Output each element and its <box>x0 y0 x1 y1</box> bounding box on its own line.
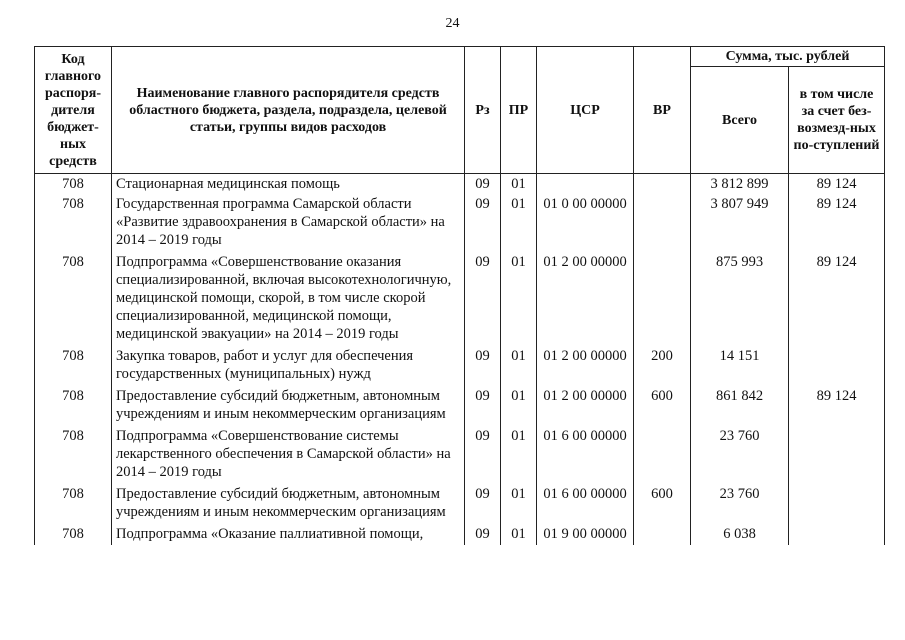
cell-total: 861 842 <box>691 385 789 425</box>
cell-csr: 01 6 00 00000 <box>537 483 634 523</box>
header-csr: ЦСР <box>537 47 634 174</box>
cell-incl <box>789 425 885 483</box>
cell-csr: 01 2 00 00000 <box>537 345 634 385</box>
header-sum-group: Сумма, тыс. рублей <box>691 47 885 67</box>
cell-name: Подпрограмма «Совершенствование системы лекарственного обеспечения в Самарской области» на 2014 – 2019 годы <box>112 425 465 483</box>
cell-csr: 01 6 00 00000 <box>537 425 634 483</box>
cell-incl <box>789 345 885 385</box>
cell-csr: 01 2 00 00000 <box>537 251 634 345</box>
cell-name: Подпрограмма «Оказание паллиативной помощи, <box>112 523 465 545</box>
table-row <box>35 251 885 345</box>
cell-rz: 09 <box>465 345 501 385</box>
cell-name: Подпрограмма «Совершенствование оказания специализированной, включая высокотехнологичную, медицинской помощи, скорой, в том числе скорой специализированной, медицинской помощи, медицинской эвакуации» на 2014 – 2019 годы <box>112 251 465 345</box>
header-code: Код главного распоря-дителя бюджет-ных средств <box>35 47 112 174</box>
header-name: Наименование главного распорядителя средств областного бюджета, раздела, подраздела, целевой статьи, группы видов расходов <box>112 47 465 174</box>
cell-pr: 01 <box>501 174 537 194</box>
budget-table <box>34 46 885 545</box>
cell-rz: 09 <box>465 193 501 251</box>
cell-rz: 09 <box>465 174 501 194</box>
cell-code: 708 <box>35 483 112 523</box>
cell-total: 23 760 <box>691 425 789 483</box>
cell-pr: 01 <box>501 425 537 483</box>
cell-total: 875 993 <box>691 251 789 345</box>
table-row <box>35 174 885 194</box>
cell-name: Стационарная медицинская помощь <box>112 174 465 194</box>
cell-code: 708 <box>35 523 112 545</box>
cell-code: 708 <box>35 345 112 385</box>
cell-csr: 01 9 00 00000 <box>537 523 634 545</box>
table-row <box>35 193 885 251</box>
cell-total: 14 151 <box>691 345 789 385</box>
cell-pr: 01 <box>501 345 537 385</box>
page-number: 24 <box>445 16 460 31</box>
cell-vr <box>634 251 691 345</box>
cell-incl <box>789 483 885 523</box>
cell-total: 6 038 <box>691 523 789 545</box>
cell-vr: 200 <box>634 345 691 385</box>
cell-rz: 09 <box>465 523 501 545</box>
cell-vr <box>634 174 691 194</box>
cell-pr: 01 <box>501 251 537 345</box>
table-row <box>35 523 885 545</box>
cell-pr: 01 <box>501 483 537 523</box>
cell-code: 708 <box>35 385 112 425</box>
header-vr: ВР <box>634 47 691 174</box>
table-row <box>35 345 885 385</box>
cell-vr: 600 <box>634 483 691 523</box>
cell-incl: 89 124 <box>789 174 885 194</box>
cell-csr: 01 0 00 00000 <box>537 193 634 251</box>
table-row <box>35 483 885 523</box>
cell-incl: 89 124 <box>789 251 885 345</box>
header-total: Всего <box>691 67 789 174</box>
header-incl-free: в том числе за счет без-возмезд-ных по-ступлений <box>789 67 885 174</box>
table-row <box>35 425 885 483</box>
cell-vr <box>634 425 691 483</box>
cell-code: 708 <box>35 174 112 194</box>
cell-pr: 01 <box>501 385 537 425</box>
cell-incl: 89 124 <box>789 193 885 251</box>
cell-name: Государственная программа Самарской области «Развитие здравоохранения в Самарской области» на 2014 – 2019 годы <box>112 193 465 251</box>
cell-rz: 09 <box>465 483 501 523</box>
cell-code: 708 <box>35 193 112 251</box>
cell-total: 23 760 <box>691 483 789 523</box>
cell-vr <box>634 523 691 545</box>
cell-incl: 89 124 <box>789 385 885 425</box>
cell-name: Предоставление субсидий бюджетным, автономным учреждениям и иным некоммерческим организациям <box>112 385 465 425</box>
cell-rz: 09 <box>465 385 501 425</box>
cell-csr: 01 2 00 00000 <box>537 385 634 425</box>
cell-name: Предоставление субсидий бюджетным, автономным учреждениям и иным некоммерческим организациям <box>112 483 465 523</box>
cell-code: 708 <box>35 251 112 345</box>
cell-code: 708 <box>35 425 112 483</box>
cell-total: 3 807 949 <box>691 193 789 251</box>
cell-rz: 09 <box>465 251 501 345</box>
cell-pr: 01 <box>501 193 537 251</box>
cell-pr: 01 <box>501 523 537 545</box>
cell-vr: 600 <box>634 385 691 425</box>
cell-incl <box>789 523 885 545</box>
header-rz: Рз <box>465 47 501 174</box>
cell-csr <box>537 174 634 194</box>
cell-total: 3 812 899 <box>691 174 789 194</box>
cell-name: Закупка товаров, работ и услуг для обеспечения государственных (муниципальных) нужд <box>112 345 465 385</box>
cell-rz: 09 <box>465 425 501 483</box>
cell-vr <box>634 193 691 251</box>
header-pr: ПР <box>501 47 537 174</box>
table-row <box>35 385 885 425</box>
